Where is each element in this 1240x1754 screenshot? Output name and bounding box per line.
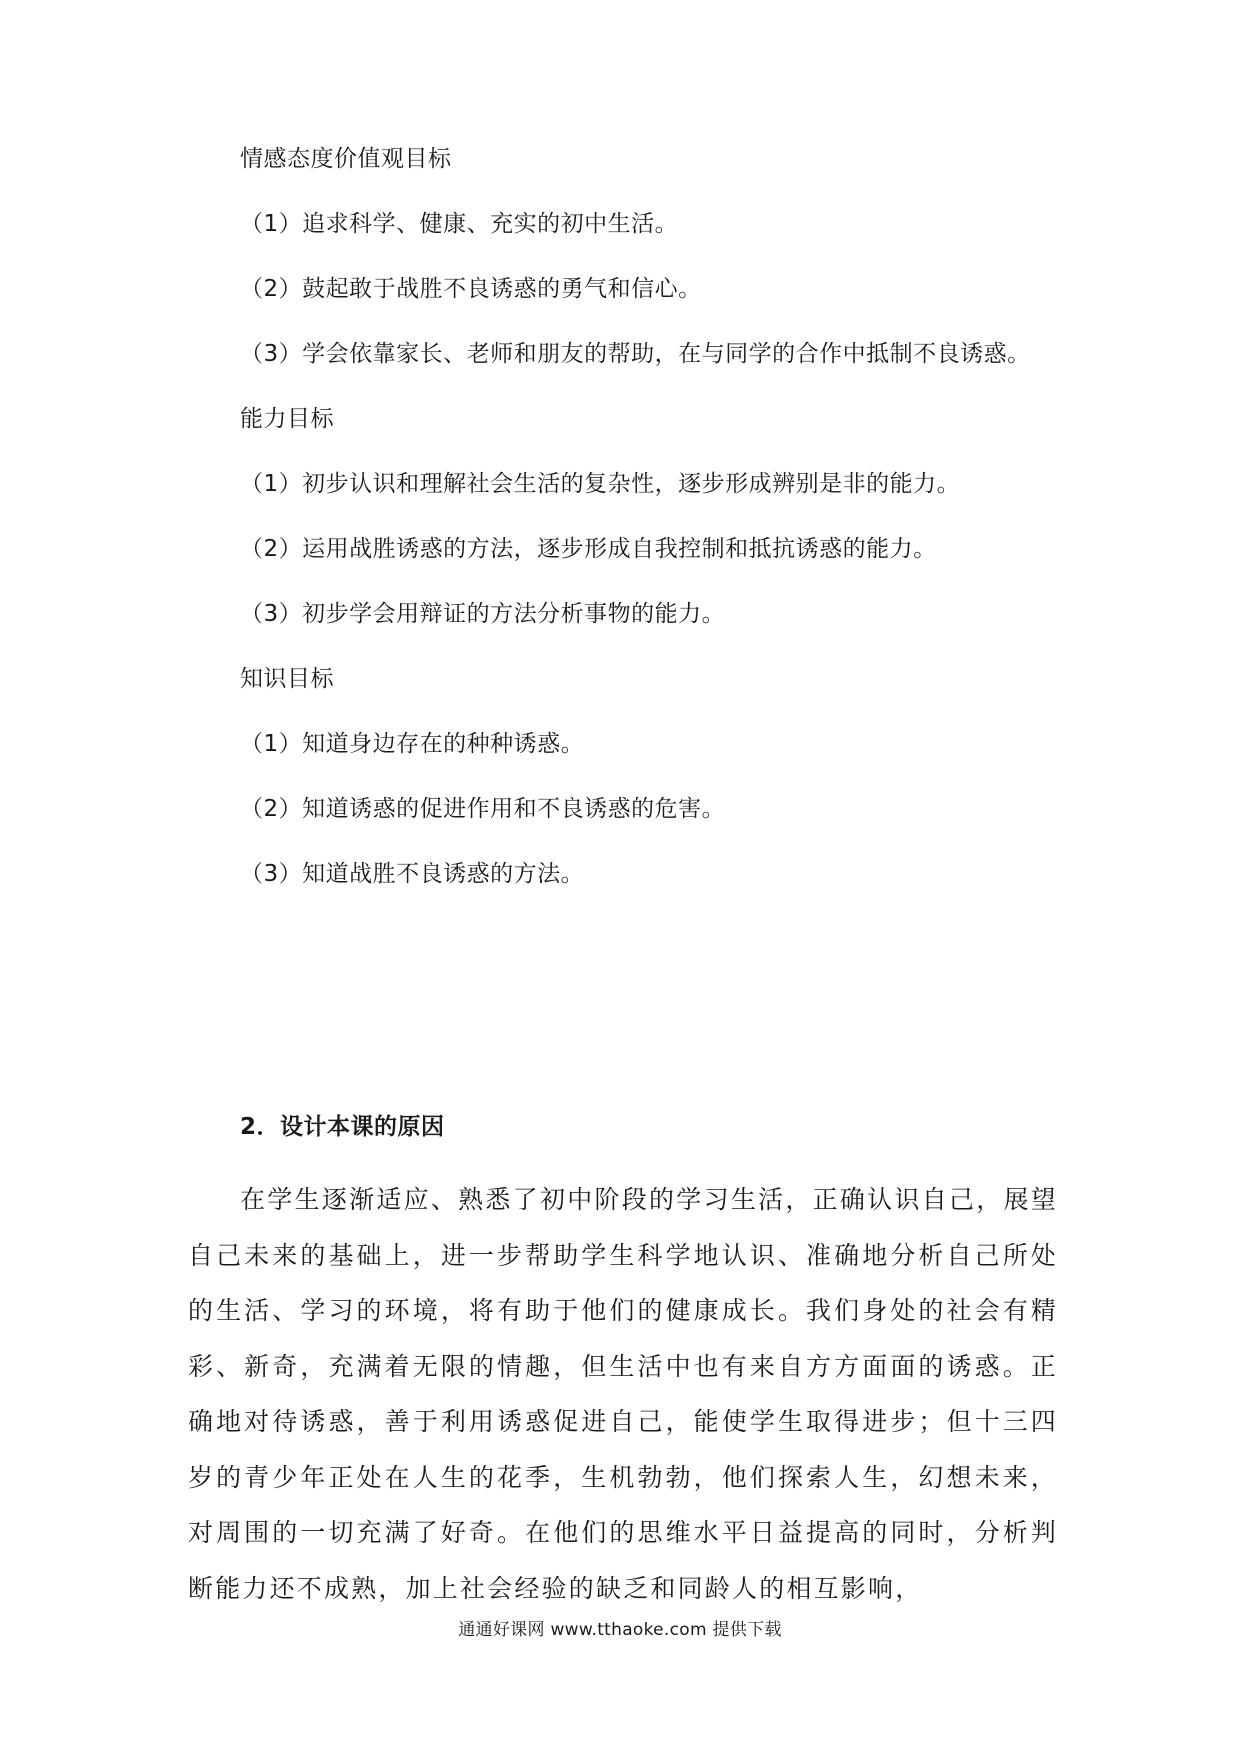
- ability-goal-item-1: （1）初步认识和理解社会生活的复杂性，逐步形成辨别是非的能力。: [240, 471, 961, 497]
- affective-goal-item-3: （3）学会依靠家长、老师和朋友的帮助，在与同学的合作中抵制不良诱惑。: [240, 341, 1031, 367]
- knowledge-goals-heading: 知识目标: [240, 666, 334, 692]
- footer-source-note: 通通好课网 www.tthaoke.com 提供下载: [458, 1620, 782, 1640]
- section-2-title: 2．设计本课的原因: [240, 1114, 445, 1140]
- affective-goal-item-2: （2）鼓起敢于战胜不良诱惑的勇气和信心。: [240, 276, 702, 302]
- ability-goals-heading: 能力目标: [240, 406, 334, 432]
- knowledge-goal-item-2: （2）知道诱惑的促进作用和不良诱惑的危害。: [240, 796, 726, 822]
- affective-goals-heading: 情感态度价值观目标: [240, 146, 452, 172]
- knowledge-goal-item-1: （1）知道身边存在的种种诱惑。: [240, 731, 585, 757]
- section-2-paragraph: 在学生逐渐适应、熟悉了初中阶段的学习生活，正确认识自己，展望自己未来的基础上，进一步帮助学生科学地认识、准确地分析自己所处的生活、学习的环境，将有助于他们的健康成长。我们身处的社会有精彩、新奇，充满着无限的情趣，但生活中也有来自方方面面的诱惑。正确地对待诱惑，善于利用诱惑促进自己，能使学生取得进步；但十三四岁的青少年正处在人生的花季，生机勃勃，他们探索人生，幻想未来，对周围的一切充满了好奇。在他们的思维水平日益提高的同时，分析判断能力还不成熟，加上社会经验的缺乏和同龄人的相互影响，: [188, 1185, 1058, 1603]
- affective-goal-item-1: （1）追求科学、健康、充实的初中生活。: [240, 211, 679, 237]
- ability-goal-item-3: （3）初步学会用辩证的方法分析事物的能力。: [240, 601, 726, 627]
- ability-goal-item-2: （2）运用战胜诱惑的方法，逐步形成自我控制和抵抗诱惑的能力。: [240, 536, 937, 562]
- knowledge-goal-item-3: （3）知道战胜不良诱惑的方法。: [240, 861, 585, 887]
